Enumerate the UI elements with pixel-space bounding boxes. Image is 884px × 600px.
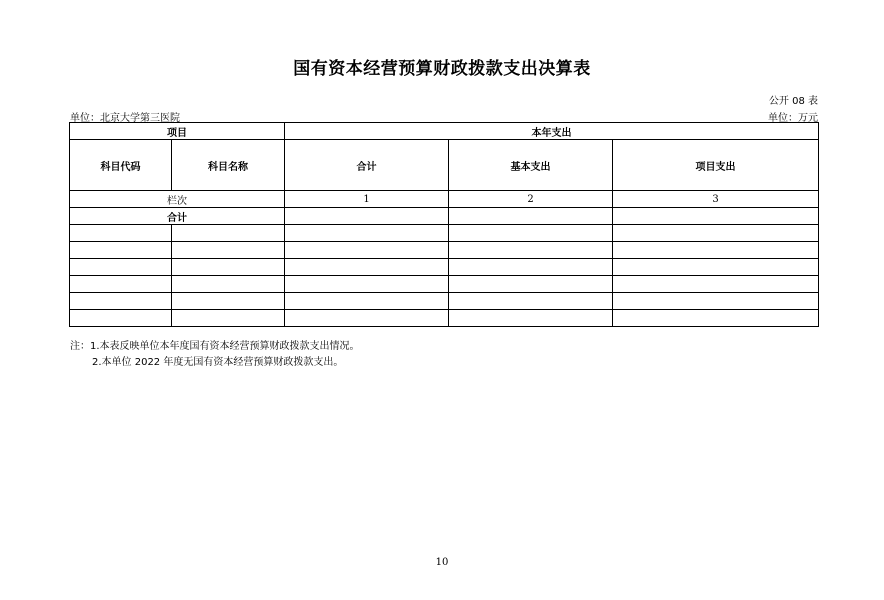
col-basic-header: 基本支出 [449,140,613,191]
table-cell [70,242,172,259]
table-cell [172,259,285,276]
table-cell [449,310,613,327]
table-cell [449,242,613,259]
table-row [70,310,819,327]
total-row-label: 合计 [70,208,285,225]
table-cell [70,293,172,310]
index-1: 1 [285,191,449,208]
col-name-header: 科目名称 [172,140,285,191]
row-index-label: 栏次 [70,191,285,208]
table-cell [449,293,613,310]
index-3: 3 [613,191,819,208]
table-cell [285,276,449,293]
total-cell [285,208,449,225]
header-current-year: 本年支出 [285,123,819,140]
total-cell [613,208,819,225]
table-row [70,225,819,242]
table-row [70,293,819,310]
table-cell [613,225,819,242]
table-cell [613,293,819,310]
table-cell [285,310,449,327]
table-row [70,276,819,293]
table-cell [613,242,819,259]
table-cell [285,293,449,310]
col-total-header: 合计 [285,140,449,191]
form-number: 公开 08 表 [768,96,818,107]
table-cell [70,310,172,327]
expenditure-table [69,122,819,327]
total-cell [449,208,613,225]
col-code-header: 科目代码 [70,140,172,191]
table-cell [613,310,819,327]
table-cell [172,310,285,327]
table-cell [285,225,449,242]
table-cell [70,225,172,242]
notes [70,339,360,371]
table-cell [70,259,172,276]
table-cell [172,293,285,310]
table-cell [285,259,449,276]
col-project-header: 项目支出 [613,140,819,191]
page-title: 国有资本经营预算财政拨款支出决算表 [293,59,591,79]
table-row [70,259,819,276]
table-cell [449,276,613,293]
table-cell [172,276,285,293]
note-line-1: 注：1.本表反映单位本年度国有资本经营预算财政拨款支出情况。 [70,341,360,352]
table-cell [70,276,172,293]
table-cell [172,225,285,242]
table-row [70,242,819,259]
currency-unit: 单位：万元 [768,113,818,124]
note-line-2: 2.本单位 2022 年度无国有资本经营预算财政拨款支出。 [92,357,344,368]
table-cell [449,225,613,242]
reporting-unit: 单位：北京大学第三医院 [70,113,180,124]
table-cell [613,276,819,293]
table-cell [449,259,613,276]
table-cell [285,242,449,259]
table-cell [172,242,285,259]
table-cell [613,259,819,276]
index-2: 2 [449,191,613,208]
page-number: 10 [435,557,449,568]
header-item: 项目 [70,123,285,140]
